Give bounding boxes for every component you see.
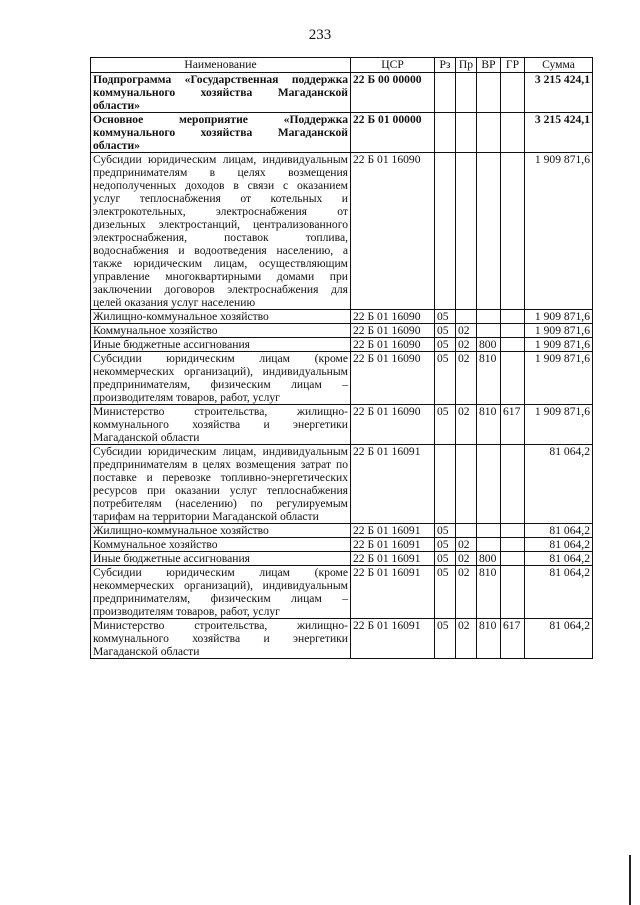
cell-name: Иные бюджетные ассигнования bbox=[91, 552, 351, 566]
cell-gr bbox=[501, 153, 525, 310]
cell-vr bbox=[477, 73, 501, 113]
cell-pr bbox=[456, 445, 477, 524]
cell-rz: 05 bbox=[435, 338, 456, 352]
cell-rz bbox=[435, 445, 456, 524]
cell-csr: 22 Б 01 16090 bbox=[351, 338, 435, 352]
cell-sum: 1 909 871,6 bbox=[525, 352, 593, 405]
table-row bbox=[91, 445, 593, 524]
cell-name: Субсидии юридическим лицам (кроме некоммерческих организаций), индивидуальным предпринимателям, физическим лицам – производителям товаров, работ, услуг bbox=[91, 566, 351, 619]
cell-name: Субсидии юридическим лицам (кроме некоммерческих организаций), индивидуальным предпринимателям, физическим лицам – производителям товаров, работ, услуг bbox=[91, 352, 351, 405]
page-number: 233 bbox=[308, 27, 332, 43]
cell-pr: 02 bbox=[456, 352, 477, 405]
cell-sum: 1 909 871,6 bbox=[525, 338, 593, 352]
cell-vr bbox=[477, 524, 501, 538]
cell-csr: 22 Б 01 16090 bbox=[351, 405, 435, 445]
cell-rz: 05 bbox=[435, 619, 456, 659]
cell-gr bbox=[501, 324, 525, 338]
cell-csr: 22 Б 01 16090 bbox=[351, 153, 435, 310]
cell-pr: 02 bbox=[456, 619, 477, 659]
cell-sum: 81 064,2 bbox=[525, 445, 593, 524]
header-sum: Сумма bbox=[525, 58, 593, 73]
cell-rz bbox=[435, 113, 456, 153]
cell-gr: 617 bbox=[501, 405, 525, 445]
cell-name: Подпрограмма «Государственная поддержка коммунального хозяйства Магаданской области» bbox=[91, 73, 351, 113]
table-row bbox=[91, 153, 593, 310]
table-row bbox=[91, 338, 593, 352]
header-name: Наименование bbox=[91, 58, 351, 73]
cell-rz: 05 bbox=[435, 524, 456, 538]
cell-vr: 810 bbox=[477, 566, 501, 619]
cell-vr: 810 bbox=[477, 619, 501, 659]
table-row bbox=[91, 566, 593, 619]
header-rz: Рз bbox=[435, 58, 456, 73]
cell-name: Коммунальное хозяйство bbox=[91, 538, 351, 552]
cell-name: Коммунальное хозяйство bbox=[91, 324, 351, 338]
cell-rz: 05 bbox=[435, 552, 456, 566]
cell-name: Основное мероприятие «Поддержка коммунального хозяйства Магаданской области» bbox=[91, 113, 351, 153]
cell-name: Жилищно-коммунальное хозяйство bbox=[91, 310, 351, 324]
cell-csr: 22 Б 01 16091 bbox=[351, 566, 435, 619]
header-gr: ГР bbox=[501, 58, 525, 73]
cell-csr: 22 Б 01 16091 bbox=[351, 538, 435, 552]
cell-rz: 05 bbox=[435, 352, 456, 405]
cell-gr bbox=[501, 352, 525, 405]
cell-pr bbox=[456, 310, 477, 324]
cell-csr: 22 Б 01 16090 bbox=[351, 310, 435, 324]
table-row bbox=[91, 324, 593, 338]
cell-vr bbox=[477, 538, 501, 552]
cell-gr: 617 bbox=[501, 619, 525, 659]
cell-csr: 22 Б 01 16091 bbox=[351, 524, 435, 538]
table-row bbox=[91, 538, 593, 552]
budget-table bbox=[90, 57, 593, 659]
cell-sum: 1 909 871,6 bbox=[525, 405, 593, 445]
cell-vr: 800 bbox=[477, 338, 501, 352]
cell-rz: 05 bbox=[435, 566, 456, 619]
cell-gr bbox=[501, 73, 525, 113]
cell-gr bbox=[501, 566, 525, 619]
cell-name: Жилищно-коммунальное хозяйство bbox=[91, 524, 351, 538]
cell-vr bbox=[477, 113, 501, 153]
cell-gr bbox=[501, 552, 525, 566]
cell-sum: 1 909 871,6 bbox=[525, 310, 593, 324]
table-row bbox=[91, 552, 593, 566]
cell-sum: 81 064,2 bbox=[525, 566, 593, 619]
cell-gr bbox=[501, 113, 525, 153]
cell-vr: 810 bbox=[477, 405, 501, 445]
table-row bbox=[91, 405, 593, 445]
cell-pr: 02 bbox=[456, 405, 477, 445]
cell-vr: 810 bbox=[477, 352, 501, 405]
cell-name: Субсидии юридическим лицам, индивидуальным предпринимателям в целях возмещения затрат по поставке и перевозке топливно-энергетических ресурсов при оказании услуг теплоснабжения потребителям (населению) по регулируемым тарифам на территории Магаданской области bbox=[91, 445, 351, 524]
scan-edge-mark bbox=[629, 855, 631, 905]
cell-rz bbox=[435, 73, 456, 113]
cell-name: Министерство строительства, жилищно-коммунального хозяйства и энергетики Магаданской области bbox=[91, 405, 351, 445]
table-row bbox=[91, 619, 593, 659]
cell-vr: 800 bbox=[477, 552, 501, 566]
header-vr: ВР bbox=[477, 58, 501, 73]
table-row bbox=[91, 352, 593, 405]
cell-pr bbox=[456, 524, 477, 538]
cell-gr bbox=[501, 538, 525, 552]
cell-gr bbox=[501, 338, 525, 352]
table-row bbox=[91, 73, 593, 113]
cell-vr bbox=[477, 310, 501, 324]
cell-csr: 22 Б 01 16090 bbox=[351, 324, 435, 338]
cell-gr bbox=[501, 524, 525, 538]
cell-vr bbox=[477, 153, 501, 310]
cell-csr: 22 Б 01 16090 bbox=[351, 352, 435, 405]
cell-sum: 81 064,2 bbox=[525, 524, 593, 538]
cell-gr bbox=[501, 310, 525, 324]
cell-csr: 22 Б 00 00000 bbox=[351, 73, 435, 113]
cell-csr: 22 Б 01 16091 bbox=[351, 619, 435, 659]
cell-name: Министерство строительства, жилищно-коммунального хозяйства и энергетики Магаданской области bbox=[91, 619, 351, 659]
header-csr: ЦСР bbox=[351, 58, 435, 73]
cell-rz: 05 bbox=[435, 405, 456, 445]
cell-pr: 02 bbox=[456, 338, 477, 352]
cell-sum: 1 909 871,6 bbox=[525, 324, 593, 338]
cell-pr: 02 bbox=[456, 552, 477, 566]
cell-sum: 81 064,2 bbox=[525, 538, 593, 552]
table-row bbox=[91, 310, 593, 324]
cell-sum: 81 064,2 bbox=[525, 552, 593, 566]
cell-pr bbox=[456, 153, 477, 310]
cell-sum: 81 064,2 bbox=[525, 619, 593, 659]
cell-csr: 22 Б 01 16091 bbox=[351, 552, 435, 566]
cell-pr: 02 bbox=[456, 566, 477, 619]
cell-sum: 3 215 424,1 bbox=[525, 73, 593, 113]
cell-gr bbox=[501, 445, 525, 524]
table-header-row bbox=[91, 58, 593, 73]
cell-rz: 05 bbox=[435, 538, 456, 552]
cell-sum: 3 215 424,1 bbox=[525, 113, 593, 153]
cell-pr: 02 bbox=[456, 324, 477, 338]
cell-rz: 05 bbox=[435, 310, 456, 324]
table-row bbox=[91, 524, 593, 538]
cell-csr: 22 Б 01 00000 bbox=[351, 113, 435, 153]
cell-csr: 22 Б 01 16091 bbox=[351, 445, 435, 524]
cell-vr bbox=[477, 445, 501, 524]
cell-sum: 1 909 871,6 bbox=[525, 153, 593, 310]
cell-rz: 05 bbox=[435, 324, 456, 338]
cell-pr: 02 bbox=[456, 538, 477, 552]
cell-pr bbox=[456, 113, 477, 153]
header-pr: Пр bbox=[456, 58, 477, 73]
cell-name: Субсидии юридическим лицам, индивидуальным предпринимателям в целях возмещения недополученных доходов в связи с оказанием услуг теплоснабжения от котельных и электрокотельных, электроснабжения от дизельных электростанций, централизованного электроснабжения, поставок топлива, водоснабжения и водоотведения населению, а также юридическим лицам, осуществляющим управление многоквартирными домами при заключении договоров электроснабжения для целей оказания услуг населению bbox=[91, 153, 351, 310]
table-row bbox=[91, 113, 593, 153]
cell-vr bbox=[477, 324, 501, 338]
cell-rz bbox=[435, 153, 456, 310]
cell-pr bbox=[456, 73, 477, 113]
cell-name: Иные бюджетные ассигнования bbox=[91, 338, 351, 352]
